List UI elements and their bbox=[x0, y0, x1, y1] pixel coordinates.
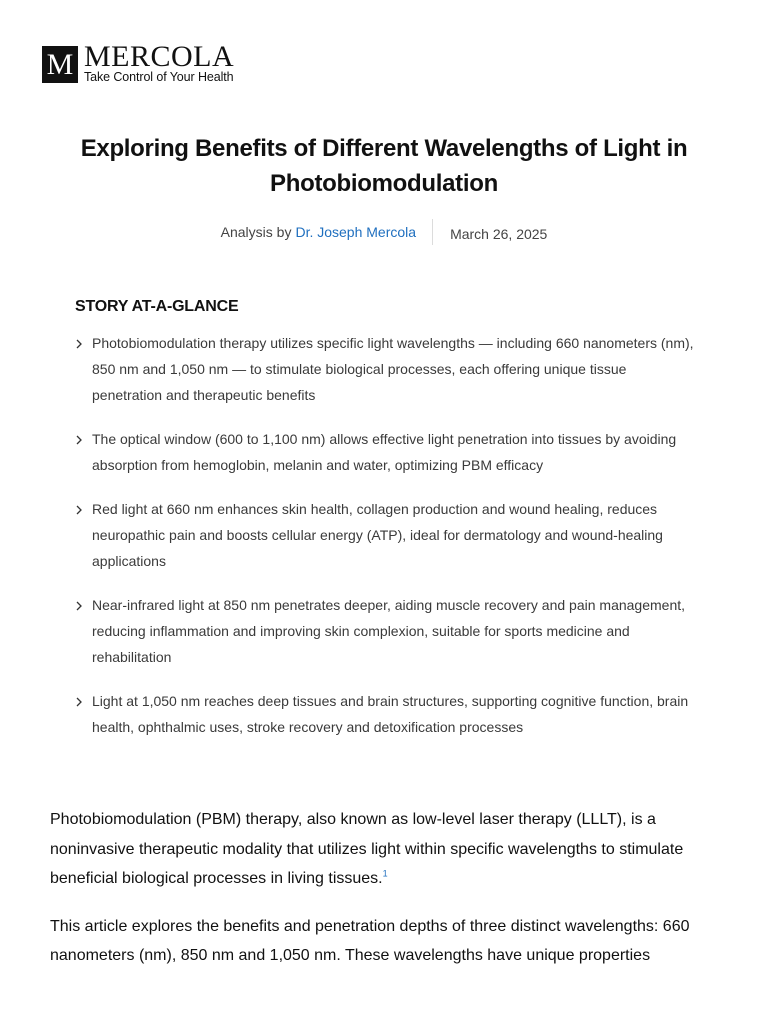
chevron-right-icon bbox=[75, 435, 83, 445]
glance-item bbox=[75, 426, 695, 478]
glance-item bbox=[75, 330, 695, 408]
chevron-right-icon bbox=[75, 339, 83, 349]
chevron-right-icon bbox=[75, 601, 83, 611]
article-title: Exploring Benefits of Different Wavelengths of Light in Photobiomodulation bbox=[80, 135, 688, 197]
site-logo[interactable] bbox=[42, 40, 235, 84]
byline-prefix: Analysis by bbox=[220, 224, 292, 240]
mercola-logo-icon bbox=[42, 46, 78, 83]
glance-item bbox=[75, 688, 695, 740]
body-paragraph-text: Photobiomodulation (PBM) therapy, also known as low-level laser therapy (LLLT), is a noninvasive therapeutic modality that utilizes light within specific wavelengths to stimulate beneficial biological processes in living tissues. bbox=[50, 811, 684, 887]
story-at-a-glance bbox=[75, 298, 695, 758]
glance-item bbox=[75, 496, 695, 574]
glance-item-text: The optical window (600 to 1,100 nm) allows effective light penetration into tissues by avoiding absorption from hemoglobin, melanin and water, optimizing PBM efficacy bbox=[92, 431, 677, 473]
article-body bbox=[50, 805, 730, 989]
glance-item-text: Photobiomodulation therapy utilizes specific light wavelengths — including 660 nanometers (nm), 850 nm and 1,050 nm — to stimulate biological processes, each offering unique tissue penetration and therapeutic benefits bbox=[92, 335, 694, 403]
article-byline bbox=[0, 219, 768, 245]
logo-name: MERCOLA bbox=[84, 40, 235, 73]
glance-item bbox=[75, 592, 695, 670]
glance-item-text: Red light at 660 nm enhances skin health, collagen production and wound healing, reduces neuropathic pain and boosts cellular energy (ATP), ideal for dermatology and wound-healing applications bbox=[92, 501, 663, 569]
publish-date: March 26, 2025 bbox=[450, 226, 548, 242]
chevron-right-icon bbox=[75, 697, 83, 707]
footnote-ref[interactable]: 1 bbox=[382, 868, 388, 879]
glance-heading: STORY AT-A-GLANCE bbox=[75, 298, 239, 315]
body-paragraph: This article explores the benefits and penetration depths of three distinct wavelengths: 660 nanometers (nm), 850 nm and 1,050 nm. These wavelengths have unique properties bbox=[50, 917, 690, 964]
byline-divider bbox=[432, 219, 433, 245]
author-link[interactable]: Dr. Joseph Mercola bbox=[295, 224, 417, 240]
glance-item-text: Near-infrared light at 850 nm penetrates deeper, aiding muscle recovery and pain management, reducing inflammation and improving skin complexion, suitable for sports medicine and rehabilitation bbox=[92, 597, 686, 665]
glance-item-text: Light at 1,050 nm reaches deep tissues and brain structures, supporting cognitive function, brain health, ophthalmic uses, stroke recovery and detoxification processes bbox=[92, 693, 689, 735]
glance-list bbox=[75, 330, 695, 740]
svg-text:M: M bbox=[46, 50, 74, 78]
chevron-right-icon bbox=[75, 505, 83, 515]
logo-tagline: Take Control of Your Health bbox=[84, 70, 234, 84]
body-paragraph bbox=[50, 805, 730, 894]
